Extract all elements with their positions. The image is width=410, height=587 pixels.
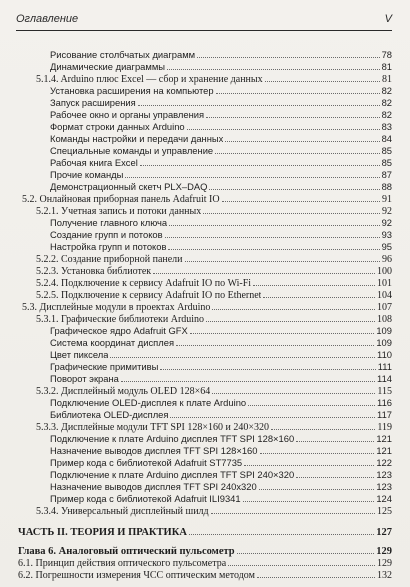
header-page-number: V <box>384 13 392 25</box>
toc-leader-dots <box>216 85 380 94</box>
toc-entry <box>36 73 392 85</box>
toc-leader-dots <box>212 385 375 394</box>
toc-entry-page: 114 <box>377 373 392 384</box>
toc-entry-title: Установка расширения на компьютер <box>50 85 214 96</box>
toc-entry-page: 132 <box>377 570 392 581</box>
toc-entry-page: 91 <box>382 194 392 205</box>
toc-leader-dots <box>257 569 375 578</box>
toc-entry-title: ЧАСТЬ II. ТЕОРИЯ И ПРАКТИКА <box>18 527 187 538</box>
toc-entry <box>50 337 392 349</box>
toc-entry-title: Рисование столбчатых диаграмм <box>50 49 196 60</box>
toc-leader-dots <box>228 557 375 566</box>
toc-entry-page: 78 <box>381 49 392 60</box>
toc-entry-title: Получение главного ключа <box>50 217 168 228</box>
toc-leader-dots <box>197 49 379 58</box>
toc-leader-dots <box>176 337 374 346</box>
toc-entry <box>50 145 392 157</box>
toc-leader-dots <box>259 481 375 490</box>
toc-leader-dots <box>187 121 380 130</box>
toc-leader-dots <box>110 349 375 358</box>
toc-leader-dots <box>263 289 375 298</box>
toc-entry-title: Графические примитивы <box>50 361 159 372</box>
toc-leader-dots <box>140 157 380 166</box>
toc-entry-page: 124 <box>376 493 392 504</box>
toc-leader-dots <box>215 145 379 154</box>
toc-entry-page: 119 <box>377 422 392 433</box>
toc-entry <box>18 526 392 538</box>
toc-entry-title: Формат строки данных Arduino <box>50 121 185 132</box>
toc-entry-title: 6.2. Погрешности измерения ЧСС оптическим методом <box>18 570 255 581</box>
toc-entry-page: 85 <box>381 157 392 168</box>
toc-entry <box>36 313 392 325</box>
toc-leader-dots <box>206 109 379 118</box>
toc-leader-dots <box>209 181 379 190</box>
toc-entry <box>50 241 392 253</box>
toc-entry-page: 93 <box>381 229 392 240</box>
toc-leader-dots <box>248 397 375 406</box>
toc-entry-page: 85 <box>381 145 392 156</box>
toc-entry-title: 5.2.5. Подключение к сервису Adafruit IO по Ethernet <box>36 290 262 301</box>
toc-leader-dots <box>167 61 380 70</box>
toc-entry <box>50 217 392 229</box>
toc-entry-page: 82 <box>381 85 392 96</box>
toc-leader-dots <box>271 421 375 430</box>
toc-entry <box>36 253 392 265</box>
toc-entry-page: 81 <box>382 74 392 85</box>
toc-entry <box>22 193 392 205</box>
toc-entry <box>50 493 392 505</box>
toc-leader-dots <box>160 361 375 370</box>
toc-entry <box>50 397 392 409</box>
toc-entry-page: 115 <box>377 386 392 397</box>
toc-leader-dots <box>237 545 375 554</box>
toc-entry-page: 81 <box>381 61 392 72</box>
toc-entry <box>36 265 392 277</box>
toc-leader-dots <box>165 229 380 238</box>
toc-entry <box>50 169 392 181</box>
toc-entry <box>50 481 392 493</box>
toc-entry <box>50 97 392 109</box>
toc-entry-page: 129 <box>377 558 392 569</box>
toc-entry-title: Подключение к плате Arduino дисплея TFT SPI 240×320 <box>50 469 295 480</box>
toc-leader-dots <box>189 526 374 535</box>
toc-leader-dots <box>170 409 375 418</box>
toc-leader-dots <box>225 133 379 142</box>
toc-entry <box>50 157 392 169</box>
toc-entry-title: Демонстрационный скетч PLX–DAQ <box>50 181 208 192</box>
toc-entry-title: 5.2. Онлайновая приборная панель Adafruit IO <box>22 194 220 205</box>
toc-entry-title: 5.3.1. Графические библиотеки Arduino <box>36 314 205 325</box>
toc-entry <box>50 109 392 121</box>
toc-entry-title: 5.2.1. Учетная запись и потоки данных <box>36 206 202 217</box>
toc-entry-page: 127 <box>376 527 392 538</box>
toc-entry <box>18 569 392 581</box>
toc-entry-title: 6.1. Принцип действия оптического пульсометра <box>18 558 227 569</box>
toc-entry <box>22 301 392 313</box>
toc-leader-dots <box>190 325 375 334</box>
toc-entry <box>36 421 392 433</box>
toc-entry-title: Система координат дисплея <box>50 337 175 348</box>
toc-entry-page: 100 <box>377 266 392 277</box>
toc-entry-title: Глава 6. Аналоговый оптический пульсометр <box>18 546 235 557</box>
toc-entry-page: 88 <box>381 181 392 192</box>
toc-entry-title: Библиотека OLED-дисплея <box>50 409 169 420</box>
toc-entry-title: 5.3.2. Дисплейный модуль OLED 128×64 <box>36 386 211 397</box>
toc-leader-dots <box>265 73 380 82</box>
toc-entry-page: 109 <box>376 325 392 336</box>
toc-entry <box>50 61 392 73</box>
toc-entry-title: 5.3. Дисплейные модули в проектах Arduino <box>22 302 211 313</box>
toc-leader-dots <box>222 193 380 202</box>
toc-entry <box>50 409 392 421</box>
toc-entry <box>50 373 392 385</box>
toc-entry <box>50 445 392 457</box>
toc-entry-page: 121 <box>376 445 392 456</box>
toc-entry <box>50 361 392 373</box>
toc-entry-page: 125 <box>377 506 392 517</box>
toc-entry <box>50 121 392 133</box>
toc-entry-title: Подключение к плате Arduino дисплея TFT SPI 128×160 <box>50 433 295 444</box>
toc-entry <box>36 385 392 397</box>
toc-entry-page: 95 <box>381 241 392 252</box>
toc-entry-title: 5.2.2. Создание приборной панели <box>36 254 183 265</box>
toc-entry-page: 104 <box>377 290 392 301</box>
toc-entry <box>36 277 392 289</box>
toc-leader-dots <box>121 373 375 382</box>
toc-leader-dots <box>296 433 374 442</box>
toc-entry <box>50 85 392 97</box>
header-title: Оглавление <box>16 13 79 25</box>
toc-entry <box>50 469 392 481</box>
toc-entry-title: Прочие команды <box>50 169 124 180</box>
toc-entry <box>50 49 392 61</box>
toc-entry <box>50 229 392 241</box>
toc-entry-page: 82 <box>381 97 392 108</box>
toc-entry-title: Рабочее окно и органы управления <box>50 109 205 120</box>
toc-leader-dots <box>153 265 375 274</box>
toc-leader-dots <box>296 469 374 478</box>
toc-entry-title: 5.1.4. Arduino плюс Excel — сбор и хранение данных <box>36 74 263 85</box>
toc-entry-title: Графическое ядро Adafruit GFX <box>50 325 188 336</box>
toc-entry-title: Назначение выводов дисплея TFT SPI 240x320 <box>50 481 257 492</box>
toc-leader-dots <box>244 457 374 466</box>
toc-leader-dots <box>253 277 375 286</box>
toc-entry-page: 129 <box>376 546 392 557</box>
toc-entry <box>50 349 392 361</box>
toc-entry-page: 107 <box>377 302 392 313</box>
toc-entry-page: 92 <box>381 217 392 228</box>
toc-entry <box>36 289 392 301</box>
toc-entry-title: 5.2.3. Установка библиотек <box>36 266 152 277</box>
toc-entry <box>50 457 392 469</box>
toc-entry-title: Специальные команды и управление <box>50 145 214 156</box>
toc-entry-title: Пример кода с библиотекой Adafruit ILI9341 <box>50 493 241 504</box>
toc-entry-page: 84 <box>381 133 392 144</box>
toc-entry-page: 101 <box>377 278 392 289</box>
toc-entry-page: 96 <box>382 254 392 265</box>
toc-entry <box>50 325 392 337</box>
toc-entry-page: 83 <box>381 121 392 132</box>
toc-leader-dots <box>168 241 379 250</box>
toc-entry <box>50 133 392 145</box>
toc-leader-dots <box>138 97 380 106</box>
toc-entry-title: Динамические диаграммы <box>50 61 165 72</box>
toc-entry-page: 123 <box>376 469 392 480</box>
toc-entry-page: 110 <box>377 349 392 360</box>
toc-entry <box>50 433 392 445</box>
toc-entry-page: 108 <box>377 314 392 325</box>
toc-entry-page: 121 <box>376 433 392 444</box>
toc-entry <box>18 557 392 569</box>
toc-entry-page: 117 <box>377 409 392 420</box>
toc-entry-title: Назначение выводов дисплея TFT SPI 128×160 <box>50 445 258 456</box>
toc-leader-dots <box>125 169 379 178</box>
toc-entry-title: 5.3.3. Дисплейные модули TFT SPI 128×160 и 240×320 <box>36 422 269 433</box>
toc-leader-dots <box>212 301 375 310</box>
toc-entry <box>36 505 392 517</box>
toc-entry-page: 92 <box>382 206 392 217</box>
toc-entry-title: Поворот экрана <box>50 373 119 384</box>
toc-entry-title: Пример кода с библиотекой Adafruit ST7735 <box>50 457 243 468</box>
toc-entry-title: 5.2.4. Подключение к сервису Adafruit IO по Wi-Fi <box>36 278 252 289</box>
toc-entry-title: Цвет пиксела <box>50 349 109 360</box>
toc-entry-title: Настройка групп и потоков <box>50 241 167 252</box>
toc-entry-title: Подключение OLED-дисплея к плате Arduino <box>50 397 247 408</box>
toc-entry-title: Рабочая книга Excel <box>50 157 138 168</box>
toc-entry-page: 111 <box>377 361 392 372</box>
toc-entry-page: 122 <box>376 457 392 468</box>
toc-leader-dots <box>206 313 375 322</box>
toc-entry-page: 82 <box>381 109 392 120</box>
toc-entry <box>18 545 392 557</box>
toc-entry-title: Запуск расширения <box>50 97 136 108</box>
toc-entry <box>50 181 392 193</box>
toc-leader-dots <box>203 205 380 214</box>
toc-leader-dots <box>169 217 379 226</box>
toc-entry-page: 116 <box>377 397 392 408</box>
toc-entry-page: 109 <box>376 337 392 348</box>
toc-entry-title: Создание групп и потоков <box>50 229 163 240</box>
toc-entry <box>36 205 392 217</box>
toc-entry-title: Команды настройки и передачи данных <box>50 133 224 144</box>
toc-leader-dots <box>260 445 375 454</box>
toc-leader-dots <box>211 505 375 514</box>
toc-entry-page: 87 <box>381 169 392 180</box>
toc-entry-page: 123 <box>376 481 392 492</box>
toc-leader-dots <box>185 253 380 262</box>
toc-entry-title: 5.3.4. Универсальный дисплейный шилд <box>36 506 209 517</box>
toc-leader-dots <box>243 493 375 502</box>
